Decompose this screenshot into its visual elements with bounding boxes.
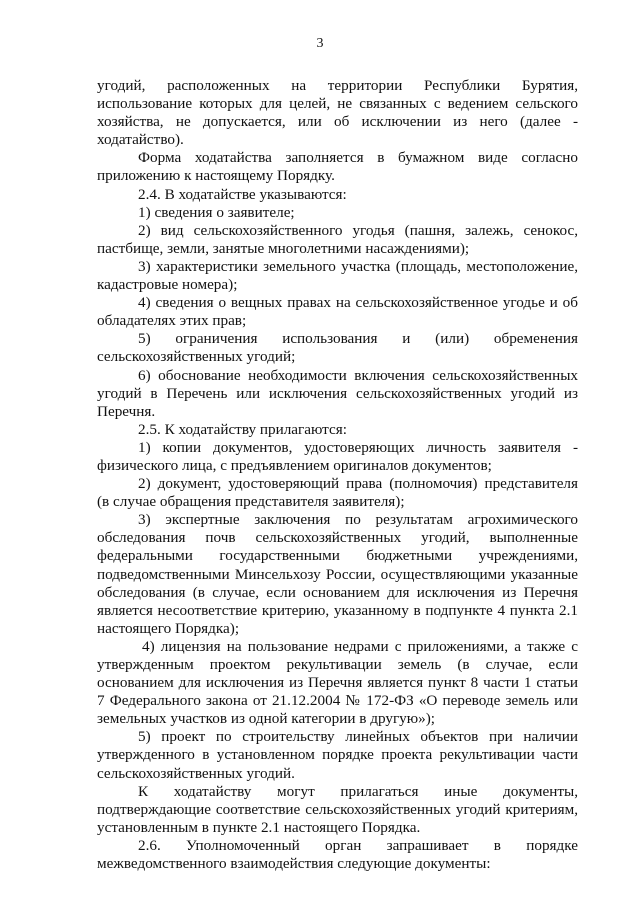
section-2-4-heading: 2.4. В ходатайстве указываются: — [138, 185, 347, 203]
list-item-2-5-1: 1) копии документов, удостоверяющих личность заявителя - физического лица, с предъявлением оригиналов документов; — [97, 438, 578, 474]
paragraph-form-note: Форма ходатайства заполняется в бумажном виде согласно приложению к настоящему Порядку. — [97, 149, 578, 185]
section-2-6-heading: 2.6. Уполномоченный орган запрашивает в порядке межведомственного взаимодействия следующие документы: — [97, 836, 578, 873]
paragraph-continuation: угодий, расположенных на территории Республики Бурятия, использование которых для целей, не связанных с ведением сельского хозяйства, не допускается, или об исключении из него (далее - ходатайство). — [97, 77, 578, 149]
list-item-2-5-5: 5) проект по строительству линейных объектов при наличии утвержденного в установленном порядке проекта рекультивации части сельскохозяйственных угодий. — [97, 728, 578, 782]
list-item-2-5-4: 4) лицензия на пользование недрами с приложениями, а также с утвержденным проектом рекультивации земель (в случае, если основанием для исключения из Перечня является пункт 8 части 1 статьи 7 Федерального закона от 21.12.2004 № 172-ФЗ «О переводе земель или земельных участков из одной категории в другую»); — [97, 637, 578, 728]
list-item-2-4-6: 6) обоснование необходимости включения сельскохозяйственных угодий в Перечень или исключения сельскохозяйственных угодий из Перечня. — [97, 366, 578, 420]
list-item-2-4-1: 1) сведения о заявителе; — [138, 203, 295, 221]
list-item-2-5-3: 3) экспертные заключения по результатам агрохимического обследования почв сельскохозяйственных угодий, выполненные федеральными государственными бюджетными учреждениями, подведомственными Минсельхозу России, осуществляющими указанные обследования (в случае, если основанием для исключения из Перечня является несоответствие критерию, указанному в подпункте 4 пункта 2.1 настоящего Порядка); — [97, 511, 578, 637]
paragraph-other-documents: К ходатайству могут прилагаться иные документы, подтверждающие соответствие сельскохозяйственных угодий критериям, установленным в пункте 2.1 настоящего Порядка. — [97, 782, 578, 836]
page-number: 3 — [316, 36, 324, 51]
list-item-2-4-3: 3) характеристики земельного участка (площадь, местоположение, кадастровые номера); — [97, 257, 578, 294]
section-2-5-heading: 2.5. К ходатайству прилагаются: — [138, 420, 347, 438]
list-item-2-4-5: 5) ограничения использования и (или) обременения сельскохозяйственных угодий; — [97, 330, 578, 366]
list-item-2-4-4: 4) сведения о вещных правах на сельскохозяйственное угодье и об обладателях этих прав; — [97, 294, 578, 330]
document-body — [97, 77, 578, 873]
list-item-2-4-2: 2) вид сельскохозяйственного угодья (пашня, залежь, сенокос, пастбище, земли, занятые многолетними насаждениями); — [97, 221, 578, 257]
list-item-2-5-2: 2) документ, удостоверяющий права (полномочия) представителя (в случае обращения представителя заявителя); — [97, 475, 578, 511]
